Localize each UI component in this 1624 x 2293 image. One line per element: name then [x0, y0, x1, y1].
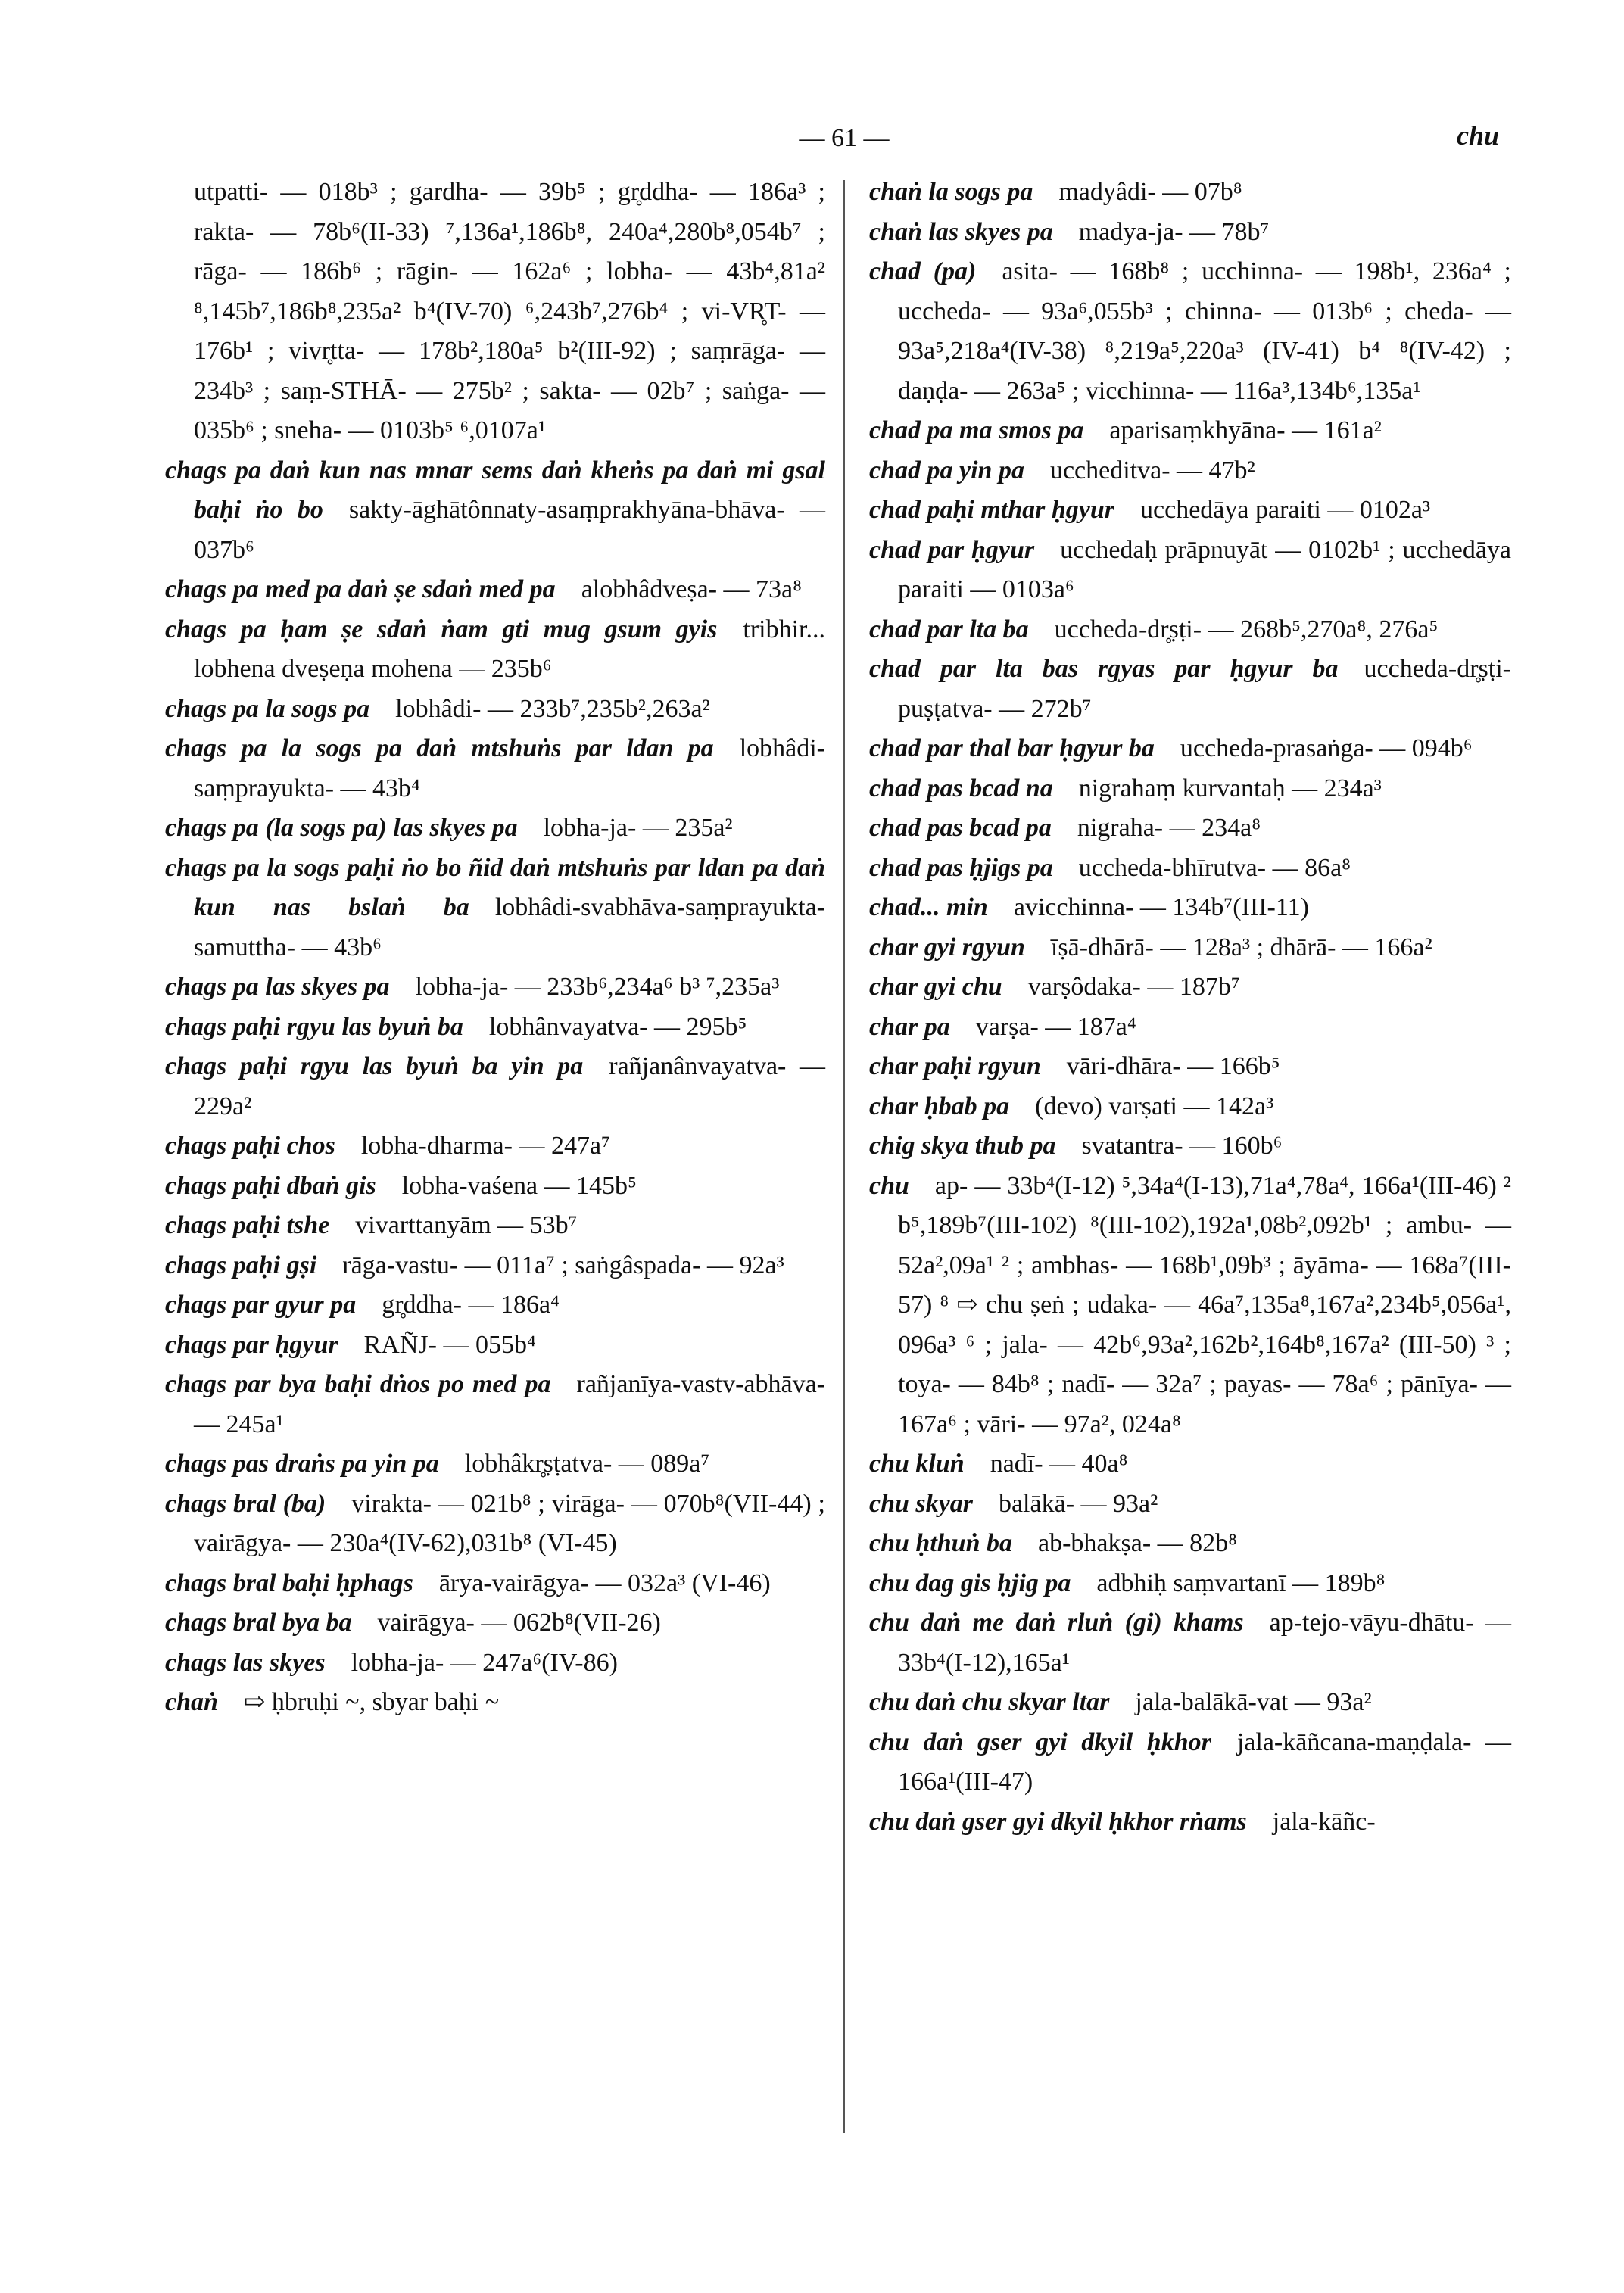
- entry-headword: char paḥi rgyun: [869, 1052, 1041, 1080]
- entry-headword: chad par lta ba: [869, 615, 1029, 643]
- entry-headword: chags par gyur pa: [165, 1291, 357, 1319]
- entry-definition: ab-bhakṣa- — 82b⁸: [1038, 1529, 1238, 1557]
- entry-definition: adbhiḥ saṃvartanī — 189b⁸: [1096, 1569, 1386, 1597]
- dictionary-entry: [869, 1524, 1511, 1564]
- dictionary-entry: [165, 849, 825, 968]
- dictionary-entry: [869, 1683, 1511, 1723]
- dictionary-entry: [869, 531, 1511, 610]
- dictionary-entry: [869, 1047, 1511, 1087]
- dictionary-entry: [869, 173, 1511, 213]
- entry-definition: nigraha- — 234a⁸: [1077, 814, 1261, 842]
- entry-definition: lobha-ja- — 233b⁶,234a⁶ b³ ⁷,235a³: [415, 973, 780, 1001]
- entry-definition: svatantra- — 160b⁶: [1081, 1132, 1283, 1160]
- dictionary-entry: [165, 1008, 825, 1048]
- entry-headword: chad pa yin pa: [869, 456, 1024, 484]
- entry-definition: tribhir... lobhena dveṣeṇa mohena — 235b⁶: [194, 615, 825, 683]
- entry-definition: lobha-dharma- — 247a⁷: [360, 1132, 610, 1160]
- entry-definition: lobhâkr̥ṣṭatva- — 089a⁷: [464, 1450, 710, 1478]
- dictionary-entry: [869, 808, 1511, 849]
- entry-headword: chad paḥi mthar ḥgyur: [869, 496, 1115, 524]
- entry-headword: chags paḥi gṣi: [165, 1251, 317, 1279]
- dictionary-entry: [165, 173, 825, 451]
- running-head: chu: [1456, 120, 1499, 151]
- entry-definition: alobhâdveṣa- — 73a⁸: [581, 575, 802, 603]
- entry-definition: vairāgya- — 062b⁸(VII-26): [377, 1609, 661, 1637]
- dictionary-entry: [165, 1564, 825, 1604]
- dictionary-entry: [869, 1008, 1511, 1048]
- entry-definition: (devo) varṣati — 142a³: [1035, 1092, 1274, 1120]
- entry-definition: uccheda-bhīrutva- — 86a⁸: [1078, 853, 1351, 882]
- right-column: [869, 173, 1511, 1842]
- entry-headword: chags pa ḥam ṣe sdaṅ ṅam gti mug gsum gyis: [165, 615, 718, 643]
- dictionary-entry: [165, 1643, 825, 1684]
- entry-definition: vivarttanyām — 53b⁷: [355, 1211, 578, 1239]
- entry-definition: lobhânvayatva- — 295b⁵: [488, 1012, 747, 1041]
- entry-definition: balākā- — 93a²: [998, 1489, 1158, 1518]
- entry-definition: varṣa- — 187a⁴: [975, 1012, 1136, 1041]
- entry-headword: chags pa la sogs pa daṅ mtshuṅs par ldan pa: [165, 734, 714, 762]
- page-number: — 61 —: [799, 124, 890, 152]
- entry-definition: nadī- — 40a⁸: [990, 1450, 1128, 1478]
- entry-definition: ⇨ ḥbruḥi ~, sbyar baḥi ~: [243, 1688, 500, 1716]
- entry-definition: rañjanânvayatva- — 229a²: [194, 1052, 825, 1120]
- entry-headword: chags pa (la sogs pa) las skyes pa: [165, 814, 518, 842]
- entry-definition: gr̥ddha- — 186a⁴: [382, 1291, 560, 1319]
- entry-definition: uccheda-dr̥ṣṭi- — 268b⁵,270a⁸, 276a⁵: [1054, 615, 1439, 643]
- entry-definition: lobhâdi-svabhāva-saṃprayukta-samuttha- — 43b⁶: [194, 893, 825, 961]
- entry-headword: char ḥbab pa: [869, 1092, 1010, 1120]
- entry-headword: char pa: [869, 1012, 950, 1041]
- dictionary-entry: [165, 690, 825, 730]
- dictionary-entry: [869, 729, 1511, 769]
- entry-headword: chags bral (ba): [165, 1489, 326, 1518]
- dictionary-entry: [869, 1126, 1511, 1167]
- dictionary-entry: [869, 1723, 1511, 1802]
- column-divider: [843, 180, 845, 2133]
- entry-definition: ap- — 33b⁴(I-12) ⁵,34a⁴(I-13),71a⁴,78a⁴, 166a¹(III-46) ² b⁵,189b⁷(III-102) ⁸(III-102),192a¹,08b²,092b¹ ; ambu- — 52a²,09a¹ ² ; ambhas- — 168b¹,09b³ ; āyāma- — 168a⁷(III-57) ⁸ ⇨ chu ṣeṅ ; udaka- — 46a⁷,135a⁸,167a²,234b⁵,056a¹, 096a³ ⁶ ; jala- — 42b⁶,93a²,162b²,164b⁸,167a² (III-50) ³ ; toya- — 84b⁸ ; nadī- — 32a⁷ ; payas- — 78a⁶ ; pānīya- — 167a⁶ ; vāri- — 97a², 024a⁸: [898, 1171, 1511, 1438]
- entry-headword: chad pas bcad pa: [869, 814, 1052, 842]
- entry-definition: madyâdi- — 07b⁸: [1058, 178, 1242, 206]
- entry-definition: nigrahaṃ kurvantaḥ — 234a³: [1078, 774, 1382, 802]
- dictionary-entry: [165, 1047, 825, 1126]
- entry-headword: chad par thal bar ḥgyur ba: [869, 734, 1155, 762]
- entry-headword: chags paḥi chos: [165, 1132, 335, 1160]
- entry-headword: chaṅ: [165, 1688, 218, 1716]
- entry-headword: chu daṅ gser gyi dkyil ḥkhor rṅams: [869, 1807, 1247, 1836]
- dictionary-entry: [869, 1603, 1511, 1683]
- entry-headword: chu kluṅ: [869, 1450, 965, 1478]
- dictionary-entry: [165, 808, 825, 849]
- entry-definition: ucchedāya paraiti — 0102a³: [1140, 496, 1431, 524]
- entry-definition: rāga-vastu- — 011a⁷ ; saṅgâspada- — 92a³: [342, 1251, 784, 1279]
- entry-headword: chu skyar: [869, 1489, 973, 1518]
- entry-headword: chags bral baḥi ḥphags: [165, 1569, 413, 1597]
- entry-definition: īṣā-dhārā- — 128a³ ; dhārā- — 166a²: [1050, 933, 1432, 961]
- entry-definition: varṣôdaka- — 187b⁷: [1027, 973, 1240, 1001]
- entry-definition: uccheda-prasaṅga- — 094b⁶: [1180, 734, 1473, 762]
- entry-definition: utpatti- — 018b³ ; gardha- — 39b⁵ ; gr̥ddha- — 186a³ ; rakta- — 78b⁶(II-33) ⁷,136a¹,186b⁸, 240a⁴,280b⁸,054b⁷ ; rāga- — 186b⁶ ; rāgin- — 162a⁶ ; lobha- — 43b⁴,81a² ⁸,145b⁷,186b⁸,235a² b⁴(IV-70) ⁶,243b⁷,276b⁴ ; vi-VR̥T- — 176b¹ ; vivr̥tta- — 178b²,180a⁵ b²(III-92) ; saṃrāga- — 234b³ ; saṃ-STHĀ- — 275b² ; sakta- — 02b⁷ ; saṅga- — 035b⁶ ; sneha- — 0103b⁵ ⁶,0107a¹: [194, 178, 825, 444]
- entry-headword: chags pas draṅs pa yin pa: [165, 1450, 439, 1478]
- dictionary-entry: [165, 967, 825, 1008]
- dictionary-entry: [869, 411, 1511, 451]
- dictionary-entry: [869, 1444, 1511, 1485]
- dictionary-entry: [165, 1167, 825, 1207]
- dictionary-entry: [165, 1603, 825, 1643]
- dictionary-entry: [165, 1485, 825, 1564]
- entry-definition: ārya-vairāgya- — 032a³ (VI-46): [438, 1569, 771, 1597]
- dictionary-entry: [869, 1087, 1511, 1127]
- entry-headword: char gyi rgyun: [869, 933, 1025, 961]
- dictionary-entry: [869, 252, 1511, 411]
- dictionary-entry: [869, 967, 1511, 1008]
- dictionary-entry: [869, 849, 1511, 889]
- entry-headword: chad pa ma smos pa: [869, 416, 1084, 444]
- entry-headword: chad pas bcad na: [869, 774, 1053, 802]
- dictionary-entry: [869, 928, 1511, 968]
- dictionary-entry: [165, 1444, 825, 1485]
- entry-definition: jala-kāñcana-maṇḍala- — 166a¹(III-47): [898, 1728, 1511, 1796]
- dictionary-entry: [165, 729, 825, 808]
- entry-headword: chad... min: [869, 893, 988, 921]
- entry-headword: chu daṅ gser gyi dkyil ḥkhor: [869, 1728, 1211, 1756]
- entry-headword: chags bral bya ba: [165, 1609, 352, 1637]
- entry-headword: chags par ḥgyur: [165, 1330, 338, 1359]
- entry-definition: avicchinna- — 134b⁷(III-11): [1013, 893, 1309, 921]
- dictionary-entry: [869, 213, 1511, 253]
- dictionary-entry: [869, 1167, 1511, 1445]
- entry-headword: chaṅ las skyes pa: [869, 217, 1053, 246]
- entry-headword: chags paḥi tshe: [165, 1211, 330, 1239]
- entry-definition: ucchedaḥ prāpnuyāt — 0102b¹ ; ucchedāya paraiti — 0103a⁶: [898, 535, 1511, 603]
- entry-definition: ap-tejo-vāyu-dhātu- — 33b⁴(I-12),165a¹: [898, 1609, 1511, 1677]
- entry-definition: vāri-dhāra- — 166b⁵: [1066, 1052, 1280, 1080]
- dictionary-entry: [869, 491, 1511, 531]
- dictionary-entry: [165, 1285, 825, 1326]
- entry-definition: asita- — 168b⁸ ; ucchinna- — 198b¹, 236a⁴ ; uccheda- — 93a⁶,055b³ ; chinna- — 013b⁶ ; cheda- — 93a⁵,218a⁴(IV-38) ⁸,219a⁵,220a³ (IV-41) b⁴ ⁸(IV-42) ; daṇḍa- — 263a⁵ ; vicchinna- — 116a³,134b⁶,135a¹: [898, 257, 1511, 405]
- entry-headword: chad pas ḥjigs pa: [869, 853, 1053, 882]
- entry-definition: aparisaṃkhyāna- — 161a²: [1109, 416, 1382, 444]
- entry-headword: chags pa las skyes pa: [165, 973, 390, 1001]
- dictionary-entry: [165, 451, 825, 571]
- entry-headword: chig skya thub pa: [869, 1132, 1056, 1160]
- entry-definition: sakty-āghātônnaty-asaṃprakhyāna-bhāva- — 037b⁶: [194, 496, 826, 564]
- entry-headword: chags paḥi rgyu las byuṅ ba: [165, 1012, 463, 1041]
- entry-definition: lobha-ja- — 235a²: [543, 814, 733, 842]
- entry-headword: chags paḥi dbaṅ gis: [165, 1171, 376, 1200]
- entry-headword: chad (pa): [869, 257, 977, 285]
- dictionary-entry: [165, 1206, 825, 1246]
- entry-headword: chags pa la sogs pa: [165, 694, 370, 723]
- dictionary-entry: [869, 1485, 1511, 1525]
- entry-definition: jala-kāñc-: [1272, 1807, 1376, 1836]
- left-column: [165, 173, 825, 1723]
- dictionary-entry: [165, 1365, 825, 1444]
- entry-definition: rañjanīya-vastv-abhāva- — 245a¹: [194, 1370, 825, 1438]
- dictionary-entry: [869, 769, 1511, 809]
- entry-headword: chaṅ la sogs pa: [869, 178, 1033, 206]
- entry-headword: chu dag gis ḥjig pa: [869, 1569, 1071, 1597]
- entry-headword: chags pa med pa daṅ ṣe sdaṅ med pa: [165, 575, 556, 603]
- dictionary-entry: [165, 1326, 825, 1366]
- dictionary-entry: [869, 1802, 1511, 1843]
- entry-headword: char gyi chu: [869, 973, 1002, 1001]
- entry-definition: jala-balākā-vat — 93a²: [1135, 1688, 1372, 1716]
- entry-headword: chags par bya baḥi dṅos po med pa: [165, 1370, 551, 1398]
- entry-definition: virakta- — 021b⁸ ; virāga- — 070b⁸(VII-44) ; vairāgya- — 230a⁴(IV-62),031b⁸ (VI-45): [194, 1489, 825, 1557]
- entry-definition: lobha-vaśena — 145b⁵: [401, 1171, 637, 1200]
- entry-headword: chad par ḥgyur: [869, 535, 1035, 564]
- entry-headword: chu daṅ chu skyar ltar: [869, 1688, 1110, 1716]
- dictionary-entry: [165, 1683, 825, 1723]
- entry-headword: chags pa la sogs paḥi ṅo bo ñid daṅ mtshuṅs par ldan pa daṅ kun nas bslaṅ ba: [165, 853, 825, 921]
- entry-headword: chad par lta bas rgyas par ḥgyur ba: [869, 655, 1339, 683]
- entry-definition: RAÑJ- — 055b⁴: [363, 1330, 536, 1359]
- dictionary-entry: [869, 888, 1511, 928]
- entry-headword: chu ḥthuṅ ba: [869, 1529, 1012, 1557]
- dictionary-entry: [869, 1564, 1511, 1604]
- entry-headword: chags las skyes: [165, 1648, 326, 1677]
- dictionary-entry: [165, 1246, 825, 1286]
- entry-headword: chags paḥi rgyu las byuṅ ba yin pa: [165, 1052, 584, 1080]
- entry-definition: lobhâdi- — 233b⁷,235b²,263a²: [395, 694, 710, 723]
- entry-headword: chu: [869, 1171, 909, 1200]
- dictionary-entry: [869, 610, 1511, 650]
- entry-headword: chu daṅ me daṅ rluṅ (gi) khams: [869, 1609, 1244, 1637]
- dictionary-entry: [165, 570, 825, 610]
- entry-definition: lobha-ja- — 247a⁶(IV-86): [351, 1648, 618, 1677]
- entry-definition: lobhâdi-saṃprayukta- — 43b⁴: [194, 734, 825, 802]
- dictionary-entry: [869, 650, 1511, 729]
- entry-definition: uccheditva- — 47b²: [1049, 456, 1255, 484]
- dictionary-entry: [869, 451, 1511, 491]
- entry-definition: uccheda-dr̥ṣṭi-puṣṭatva- — 272b⁷: [898, 655, 1511, 723]
- dictionary-entry: [165, 1126, 825, 1167]
- dictionary-entry: [165, 610, 825, 690]
- entry-headword: chags pa daṅ kun nas mnar sems daṅ kheṅs pa daṅ mi gsal baḥi ṅo bo: [165, 456, 825, 524]
- entry-definition: madya-ja- — 78b⁷: [1078, 217, 1270, 246]
